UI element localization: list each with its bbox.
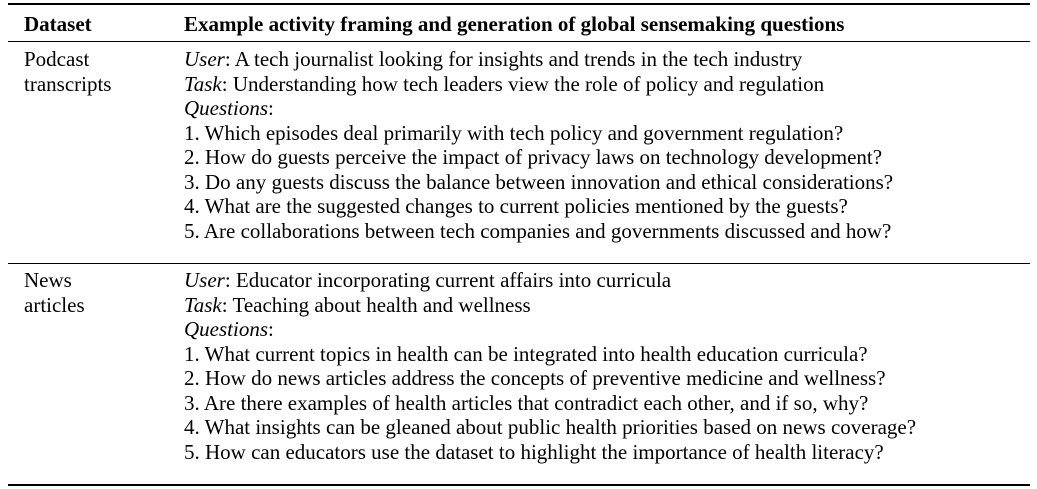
task-line [184, 72, 893, 97]
task-text: : Understanding how tech leaders view the role of policy and regulation [221, 71, 825, 96]
task-text: : Teaching about health and wellness [221, 292, 531, 317]
header-rule [8, 41, 1030, 42]
questions-label: Questions [184, 317, 268, 341]
header-dataset: Dataset [24, 12, 92, 36]
question-item: 2. How do guests perceive the impact of privacy laws on technology development? [184, 145, 883, 169]
user-label: User [184, 268, 225, 292]
user-text: : A tech journalist looking for insights and trends in the tech industry [224, 47, 803, 71]
task-label: Task [184, 292, 222, 317]
question-item: 5. Are collaborations between tech companies and governments discussed and how? [184, 218, 892, 243]
question-item: 4. What insights can be gleaned about public health priorities based on news coverage? [184, 415, 917, 439]
example-cell [184, 47, 893, 243]
example-cell [184, 268, 916, 464]
dataset-line: News [24, 268, 72, 292]
question-item: 3. Do any guests discuss the balance between innovation and ethical considerations? [184, 169, 894, 194]
task-label: Task [184, 71, 222, 96]
dataset-line: transcripts [24, 71, 112, 96]
question-item: 5. How can educators use the dataset to highlight the importance of health literacy? [184, 439, 884, 464]
table-bottom-rule [8, 484, 1030, 486]
question-item: 2. How do news articles address the concepts of preventive medicine and wellness? [184, 366, 886, 390]
questions-label: Questions [184, 96, 268, 120]
table-top-rule [8, 3, 1030, 5]
dataset-cell [24, 268, 85, 317]
user-label: User [184, 47, 225, 71]
dataset-line: articles [24, 292, 85, 317]
dataset-line: Podcast [24, 47, 90, 71]
question-item: 3. Are there examples of health articles that contradict each other, and if so, why? [184, 390, 869, 415]
questions-heading [184, 317, 916, 342]
task-line [184, 293, 916, 318]
questions-heading [184, 96, 893, 121]
questions-colon: : [268, 317, 274, 341]
dataset-cell [24, 47, 111, 96]
header-example: Example activity framing and generation of global sensemaking questions [184, 12, 845, 36]
question-item: 1. What current topics in health can be integrated into health education curricula? [184, 341, 868, 366]
questions-colon: : [268, 96, 274, 120]
table-header-row [8, 10, 1030, 38]
question-item: 4. What are the suggested changes to current policies mentioned by the guests? [184, 194, 848, 218]
question-item: 1. Which episodes deal primarily with tech policy and government regulation? [184, 120, 844, 145]
user-line [184, 47, 893, 72]
user-text: : Educator incorporating current affairs into curricula [224, 268, 672, 292]
row-separator-rule [8, 263, 1030, 264]
user-line [184, 268, 916, 293]
